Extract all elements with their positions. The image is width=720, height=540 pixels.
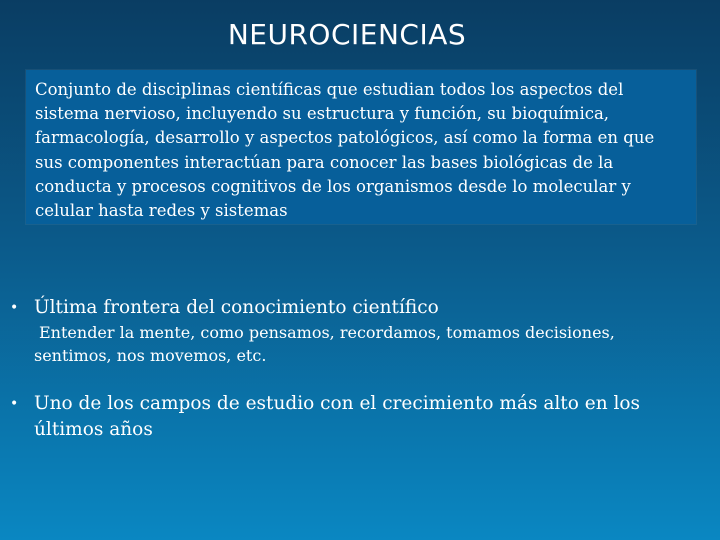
bullet-marker: • bbox=[10, 300, 19, 316]
definition-box bbox=[26, 70, 696, 224]
bullet-subtext: Entender la mente, como pensamos, recordamos, tomamos decisiones, sentimos, nos movemos, etc. bbox=[34, 323, 615, 365]
bullet-marker: • bbox=[10, 396, 19, 412]
bullet-text: Última frontera del conocimiento científico bbox=[34, 297, 439, 318]
bullet-text: Uno de los campos de estudio con el crecimiento más alto en los últimos años bbox=[34, 393, 641, 440]
slide-title: NEUROCIENCIAS bbox=[227, 18, 467, 51]
definition-text: Conjunto de disciplinas científicas que estudian todos los aspectos del sistema nervioso, incluyendo su estructura y función, su bioquímica, farmacología, desarrollo y aspectos patológicos, así como la forma en que sus componentes interactúan para conocer las bases biológicas de la conducta y procesos cognitivos de los organismos desde lo molecular y celular hasta redes y sistemas bbox=[35, 80, 655, 221]
bullet-item-2 bbox=[10, 391, 690, 451]
